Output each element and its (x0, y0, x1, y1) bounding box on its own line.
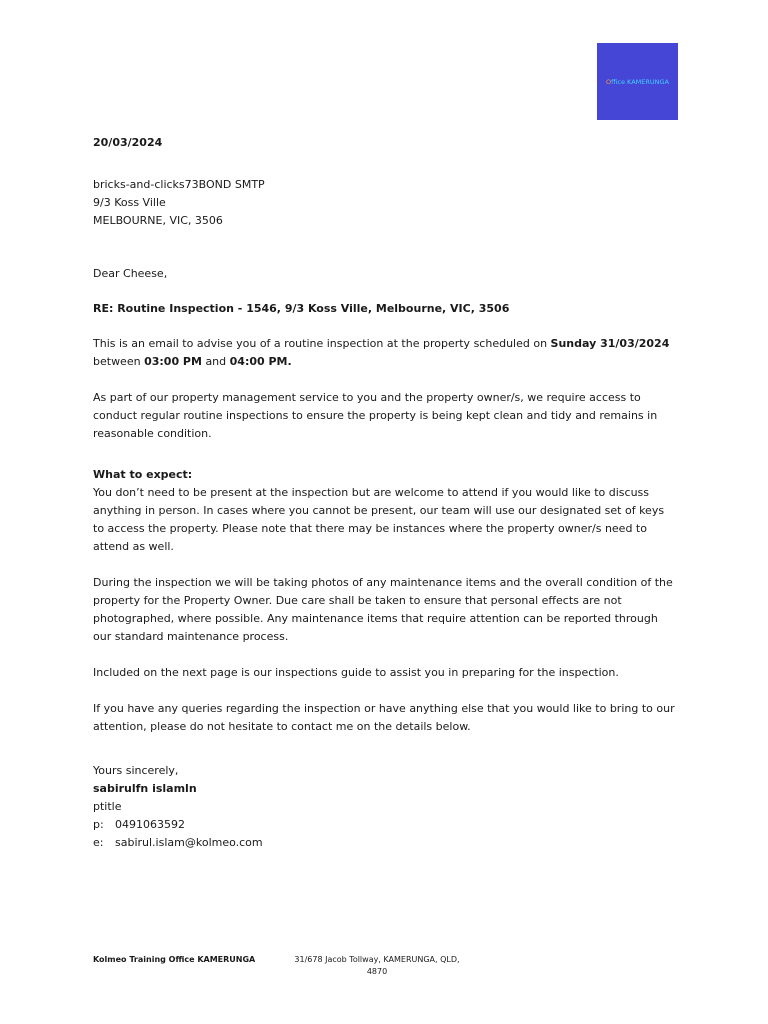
service-paragraph: As part of our property management service to you and the property owner/s, we require access to conduct regular routine inspections to ensure the property is being kept clean and tidy and remains in reasonable condition. (93, 391, 658, 440)
greeting-name: Cheese, (123, 267, 168, 280)
intro-paragraph (93, 335, 678, 371)
phone-label: p: (93, 818, 104, 831)
queries-paragraph: If you have any queries regarding the inspection or have anything else that you would like to bring to our attention, please do not hesitate to contact me on the details below. (93, 702, 675, 733)
phone-number[interactable]: 0491063592 (115, 818, 185, 831)
inspection-end-time: 04:00 PM. (229, 355, 292, 368)
greeting (93, 265, 678, 283)
footer-address: 31/678 Jacob Tollway, KAMERUNGA, QLD, 4870 (294, 955, 460, 976)
email-address[interactable]: sabirul.islam@kolmeo.com (115, 836, 263, 849)
greeting-prefix: Dear (93, 267, 120, 280)
what-to-expect-paragraph: You don’t need to be present at the inspection but are welcome to attend if you would like to discuss anything in person. In cases where you cannot be present, our team will use our designated set of keys to access the property. Please note that there may be instances where the property owner/s need to attend as well. (93, 486, 665, 553)
logo-text (606, 78, 669, 86)
sender-title: ptitle (93, 800, 122, 813)
guide-paragraph: Included on the next page is our inspections guide to assist you in preparing for the inspection. (93, 666, 619, 679)
recipient-address-line2: MELBOURNE, VIC, 3506 (93, 214, 223, 227)
photos-paragraph: During the inspection we will be taking photos of any maintenance items and the overall condition of the property for the Property Owner. Due care shall be taken to ensure that personal effects are not photographed, where possible. Any maintenance items that require attention can be reported through our standard maintenance process. (93, 576, 673, 643)
closing: Yours sincerely, (93, 764, 179, 777)
intro-and: and (205, 355, 227, 368)
inspection-start-time: 03:00 PM (144, 355, 202, 368)
recipient-block (93, 176, 678, 230)
what-to-expect-heading: What to expect: (93, 468, 193, 481)
email-label: e: (93, 836, 104, 849)
subject-line: RE: Routine Inspection - 1546, 9/3 Koss Ville, Melbourne, VIC, 3506 (93, 302, 510, 315)
intro-between: between (93, 355, 141, 368)
logo-name: ffice KAMERUNGA (611, 77, 669, 86)
sender-name: sabirulfn islamln (93, 782, 197, 795)
company-logo (597, 43, 678, 120)
footer-company: Kolmeo Training Office KAMERUNGA (93, 955, 256, 964)
phone-line (93, 816, 678, 834)
letter-date: 20/03/2024 (93, 136, 163, 149)
logo-prefix: O (606, 77, 612, 86)
recipient-address-line1: 9/3 Koss Ville (93, 196, 166, 209)
email-line (93, 834, 678, 852)
intro-text: This is an email to advise you of a routine inspection at the property scheduled on (93, 337, 548, 350)
signature-block (93, 762, 678, 852)
recipient-name: bricks-and-clicks73BOND SMTP (93, 178, 265, 191)
inspection-date: Sunday 31/03/2024 (550, 337, 670, 350)
